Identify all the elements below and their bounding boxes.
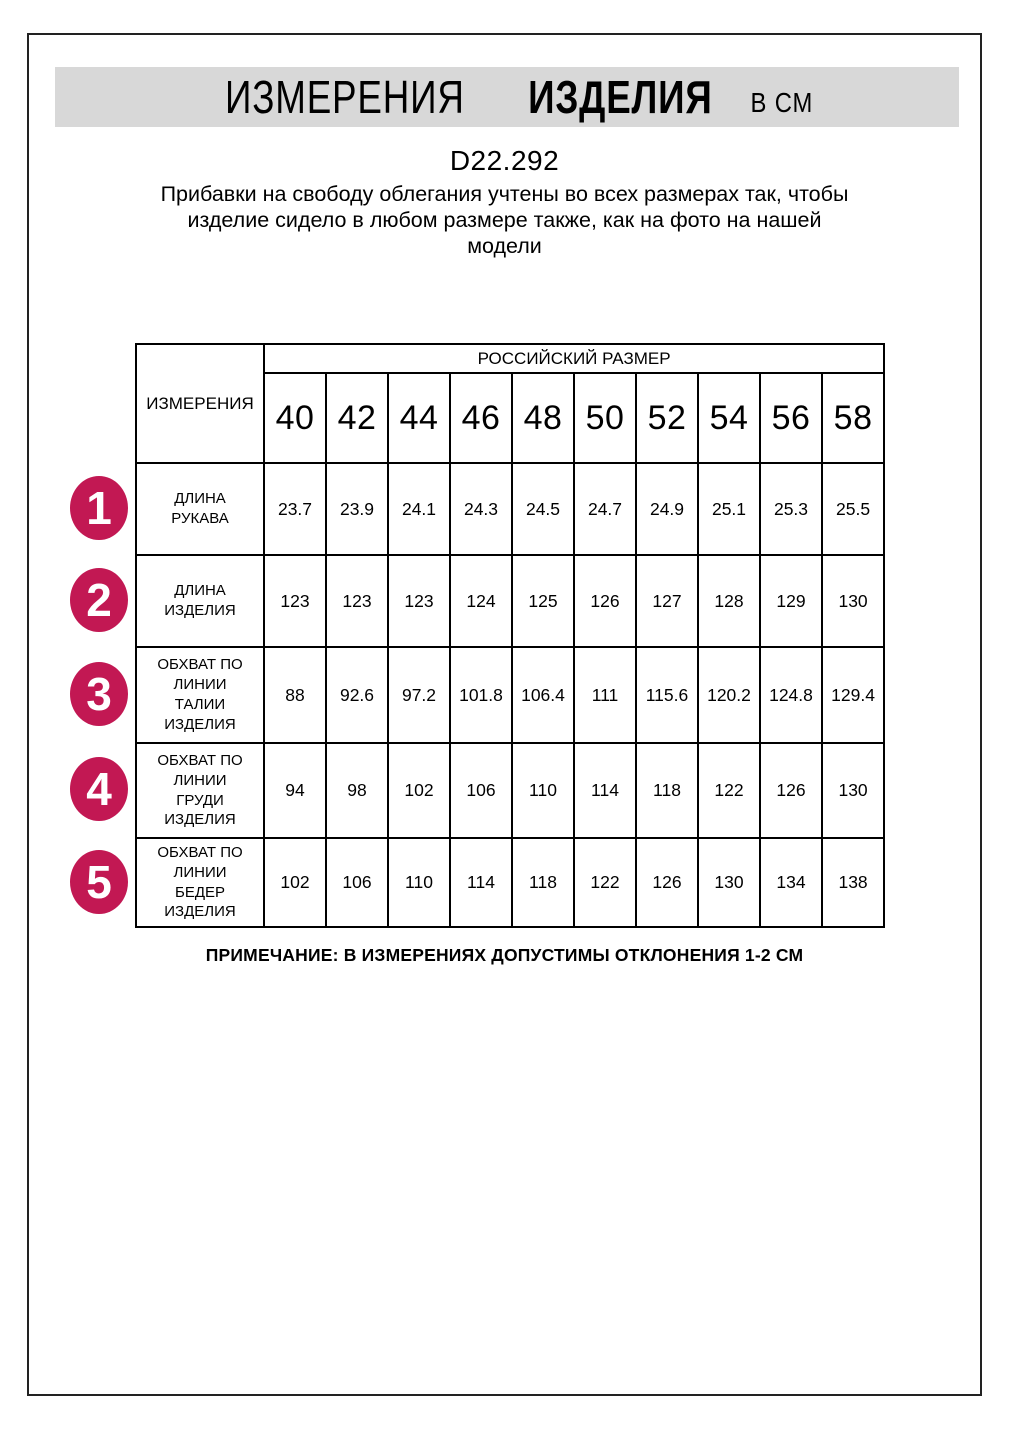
measurement-value: 25.1 <box>698 463 760 555</box>
fit-description-line: изделие сидело в любом размере также, как на фото на нашей <box>187 208 822 232</box>
measurement-value: 94 <box>264 743 326 838</box>
measurement-value: 106 <box>450 743 512 838</box>
russian-size-group-header: РОССИЙСКИЙ РАЗМЕР <box>264 344 884 373</box>
row-number-badge: 5 <box>70 850 128 914</box>
size-column-header: 42 <box>326 373 388 463</box>
fit-description-line: модели <box>467 234 542 258</box>
measurement-value: 88 <box>264 647 326 743</box>
size-column-header: 56 <box>760 373 822 463</box>
measurement-value: 134 <box>760 838 822 927</box>
measurement-value: 125 <box>512 555 574 647</box>
measurement-value: 101.8 <box>450 647 512 743</box>
measurement-value: 128 <box>698 555 760 647</box>
row-number-badge: 4 <box>70 757 128 821</box>
group-header-row <box>136 344 884 373</box>
measurement-value: 130 <box>822 555 884 647</box>
measurement-value: 123 <box>264 555 326 647</box>
measurement-value: 126 <box>636 838 698 927</box>
measurement-value: 92.6 <box>326 647 388 743</box>
measurement-value: 24.1 <box>388 463 450 555</box>
measurement-value: 24.9 <box>636 463 698 555</box>
measurement-value: 110 <box>512 743 574 838</box>
measurement-value: 115.6 <box>636 647 698 743</box>
measurement-value: 130 <box>822 743 884 838</box>
table-row <box>136 463 884 555</box>
banner-title-measurements: ИЗМЕРЕНИЯ <box>224 71 465 123</box>
measurement-row-label: ОБХВАТ ПО ЛИНИИ ГРУДИ ИЗДЕЛИЯ <box>136 743 264 838</box>
measurement-value: 129 <box>760 555 822 647</box>
measurement-row-label: ОБХВАТ ПО ЛИНИИ БЕДЕР ИЗДЕЛИЯ <box>136 838 264 927</box>
title-banner <box>55 67 959 127</box>
size-column-header: 40 <box>264 373 326 463</box>
measurement-value: 120.2 <box>698 647 760 743</box>
measurement-value: 24.7 <box>574 463 636 555</box>
measurement-value: 102 <box>264 838 326 927</box>
measurement-value: 126 <box>760 743 822 838</box>
tolerance-note: ПРИМЕЧАНИЕ: В ИЗМЕРЕНИЯХ ДОПУСТИМЫ ОТКЛОНЕНИЯ 1-2 СМ <box>205 945 804 965</box>
size-column-header: 44 <box>388 373 450 463</box>
row-number-badge: 2 <box>70 568 128 632</box>
size-column-header: 46 <box>450 373 512 463</box>
measurement-value: 127 <box>636 555 698 647</box>
size-column-header: 54 <box>698 373 760 463</box>
measurement-value: 122 <box>698 743 760 838</box>
banner-units-label: В СМ <box>750 87 814 118</box>
measurement-value: 123 <box>326 555 388 647</box>
measurement-value: 25.3 <box>760 463 822 555</box>
measurement-value: 23.9 <box>326 463 388 555</box>
measurement-value: 126 <box>574 555 636 647</box>
size-column-header: 52 <box>636 373 698 463</box>
size-column-header: 58 <box>822 373 884 463</box>
measurement-value: 111 <box>574 647 636 743</box>
measurement-value: 129.4 <box>822 647 884 743</box>
page-frame <box>27 33 982 1396</box>
table-row <box>136 647 884 743</box>
size-table-head <box>136 344 884 463</box>
measurement-value: 110 <box>388 838 450 927</box>
table-body <box>136 463 884 927</box>
measurement-value: 118 <box>512 838 574 927</box>
table-row <box>136 838 884 927</box>
measurement-row-label: ДЛИНА РУКАВА <box>136 463 264 555</box>
measurement-value: 124.8 <box>760 647 822 743</box>
size-column-header: 50 <box>574 373 636 463</box>
measurement-value: 124 <box>450 555 512 647</box>
measurement-value: 114 <box>574 743 636 838</box>
measurement-value: 106.4 <box>512 647 574 743</box>
measurement-value: 98 <box>326 743 388 838</box>
row-number-badge: 1 <box>70 476 128 540</box>
model-code: D22.292 <box>449 145 560 176</box>
measurement-value: 102 <box>388 743 450 838</box>
measurement-value: 114 <box>450 838 512 927</box>
measurement-value: 24.5 <box>512 463 574 555</box>
measurement-value: 118 <box>636 743 698 838</box>
measurement-value: 106 <box>326 838 388 927</box>
measurement-value: 23.7 <box>264 463 326 555</box>
table-row <box>136 555 884 647</box>
size-table <box>135 343 885 928</box>
measurement-value: 97.2 <box>388 647 450 743</box>
size-column-header: 48 <box>512 373 574 463</box>
measurement-value: 25.5 <box>822 463 884 555</box>
measurement-value: 123 <box>388 555 450 647</box>
measurement-value: 130 <box>698 838 760 927</box>
measurements-corner-header: ИЗМЕРЕНИЯ <box>136 344 264 463</box>
measurement-row-label: ОБХВАТ ПО ЛИНИИ ТАЛИИ ИЗДЕЛИЯ <box>136 647 264 743</box>
fit-description-line: Прибавки на свободу облегания учтены во всех размерах так, чтобы <box>160 182 849 206</box>
measurement-value: 138 <box>822 838 884 927</box>
row-number-badge: 3 <box>70 662 128 726</box>
measurement-value: 122 <box>574 838 636 927</box>
banner-title-product: ИЗДЕЛИЯ <box>527 71 713 123</box>
measurement-row-label: ДЛИНА ИЗДЕЛИЯ <box>136 555 264 647</box>
table-row <box>136 743 884 838</box>
measurement-value: 24.3 <box>450 463 512 555</box>
fit-description <box>29 181 980 259</box>
